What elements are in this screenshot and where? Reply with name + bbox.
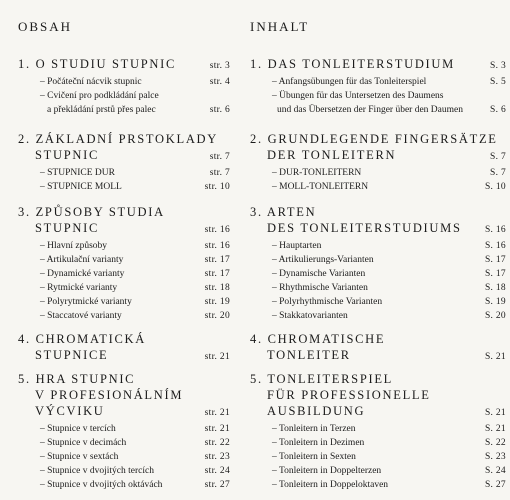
subsection-line: – Artikulační varianty xyxy=(40,254,124,265)
subsection-line: – Übungen für das Untersetzen des Daumens xyxy=(272,90,444,101)
subsection-page-number: str. 23 xyxy=(204,451,230,462)
subsection-line: – Cvičení pro podkládání palce xyxy=(40,90,159,101)
subsection-page-number: str. 20 xyxy=(204,310,230,321)
chapter-title-line: AUSBILDUNG xyxy=(267,404,366,418)
chapter-page-number: str. 3 xyxy=(209,61,230,71)
subsection-page-number: S. 5 xyxy=(490,77,506,87)
subsection-page-number: str. 19 xyxy=(204,296,230,307)
chapter-title-line: 4. CHROMATICKÁ xyxy=(18,332,146,346)
chapter-title-line: VÝCVIKU xyxy=(35,404,105,418)
subsection-page-number: str. 21 xyxy=(204,424,230,434)
subsection-page-number: S. 17 xyxy=(484,254,506,265)
subsection-line: – STUPNICE DUR xyxy=(40,168,115,178)
subsection-page-number: S. 6 xyxy=(490,104,506,115)
chapter-title-line: 3. ZPŮSOBY STUDIA xyxy=(18,205,165,219)
subsection-line: – Počáteční nácvik stupnic xyxy=(40,77,142,87)
subsection-page-number: str. 4 xyxy=(209,77,230,87)
chapter-title-line: STUPNIC xyxy=(35,148,99,162)
subsection-line: – Dynamische Varianten xyxy=(272,268,366,279)
chapter-title-line: 5. TONLEITERSPIEL xyxy=(250,372,394,386)
subsection-page-number: str. 27 xyxy=(204,479,230,490)
chapter-title-line: 1. O STUDIU STUPNIC xyxy=(18,57,177,71)
chapter-title-line: STUPNICE xyxy=(35,348,109,362)
subsection-page-number: S. 27 xyxy=(484,479,506,490)
chapter-title-line: DER TONLEITERN xyxy=(267,148,397,162)
subsection-page-number: str. 17 xyxy=(204,254,230,265)
subsection-page-number: str. 18 xyxy=(204,282,230,293)
subsection-line: – Rhythmische Varianten xyxy=(272,282,368,293)
subsection-line: – Stakkatovarianten xyxy=(272,310,348,321)
chapter-title-line: V PROFESIONÁLNÍM xyxy=(35,388,184,402)
subsection-line: – Tonleitern in Doppelterzen xyxy=(272,465,382,476)
subsection-line: – Stupnice v sextách xyxy=(40,451,119,462)
subsection-line: – Stupnice v dvojitých oktávách xyxy=(40,479,163,490)
subsection-line: a překládání prstů přes palec xyxy=(47,104,156,115)
chapter-page-number: S. 21 xyxy=(484,408,506,418)
subsection-line: – Polyrytmické varianty xyxy=(40,296,132,307)
subsection-page-number: S. 19 xyxy=(484,296,506,307)
subsection-line: – Hauptarten xyxy=(272,241,322,251)
subsection-page-number: str. 6 xyxy=(209,104,230,115)
subsection-page-number: S. 21 xyxy=(484,424,506,434)
chapter-title-line: 4. CHROMATISCHE xyxy=(250,332,386,346)
subsection-page-number: S. 16 xyxy=(484,241,506,251)
chapter-page-number: str. 21 xyxy=(204,352,230,362)
chapter-title-line: 1. DAS TONLEITERSTUDIUM xyxy=(250,57,455,71)
subsection-page-number: str. 10 xyxy=(204,181,230,192)
subsection-page-number: str. 17 xyxy=(204,268,230,279)
subsection-page-number: S. 20 xyxy=(484,310,506,321)
subsection-line: – Stupnice v decimách xyxy=(40,437,127,448)
subsection-page-number: S. 22 xyxy=(484,437,506,448)
toc-heading: OBSAH xyxy=(18,19,73,34)
chapter-page-number: str. 7 xyxy=(209,152,230,162)
chapter-title-line: DES TONLEITERSTUDIUMS xyxy=(267,221,462,235)
subsection-line: – Artikulierungs-Varianten xyxy=(272,254,374,265)
chapter-title-line: STUPNIC xyxy=(35,221,99,235)
chapter-title-line: FÜR PROFESSIONELLE xyxy=(267,388,431,402)
subsection-page-number: str. 22 xyxy=(204,437,230,448)
chapter-page-number: S. 7 xyxy=(490,152,506,162)
subsection-line: – DUR-TONLEITERN xyxy=(272,168,362,178)
chapter-page-number: S. 21 xyxy=(484,352,506,362)
subsection-line: – Staccatové varianty xyxy=(40,310,122,321)
subsection-page-number: S. 23 xyxy=(484,451,506,462)
subsection-line: – Tonleitern in Terzen xyxy=(272,424,356,434)
subsection-line: – Hlavní způsoby xyxy=(40,241,108,251)
toc-heading: INHALT xyxy=(250,19,310,34)
subsection-line: – MOLL-TONLEITERN xyxy=(272,181,369,192)
subsection-line: – Dynamické varianty xyxy=(40,268,125,279)
chapter-title-line: TONLEITER xyxy=(267,348,351,362)
subsection-page-number: S. 17 xyxy=(484,268,506,279)
subsection-line: und das Übersetzen der Finger über den Daumen xyxy=(277,104,463,115)
subsection-line: – Rytmické varianty xyxy=(40,282,118,293)
subsection-line: – Polyrhythmische Varianten xyxy=(272,296,383,307)
chapter-title-line: 5. HRA STUPNIC xyxy=(18,372,136,386)
chapter-page-number: str. 16 xyxy=(204,225,230,235)
subsection-line: – Stupnice v dvojitých tercích xyxy=(40,465,154,476)
chapter-title-line: 3. ARTEN xyxy=(250,205,317,219)
subsection-line: – Anfangsübungen für das Tonleiterspiel xyxy=(272,77,427,87)
subsection-line: – Tonleitern in Dezimen xyxy=(272,437,365,448)
subsection-page-number: S. 24 xyxy=(484,465,506,476)
subsection-page-number: str. 7 xyxy=(209,168,230,178)
subsection-line: – Tonleitern in Sexten xyxy=(272,451,356,462)
subsection-page-number: str. 16 xyxy=(204,241,230,251)
subsection-page-number: S. 10 xyxy=(484,181,506,192)
subsection-line: – Tonleitern in Doppeloktaven xyxy=(272,479,389,490)
subsection-page-number: S. 18 xyxy=(484,282,506,293)
chapter-title-line: 2. GRUNDLEGENDE FINGERSÄTZE xyxy=(250,132,498,146)
chapter-page-number: S. 16 xyxy=(484,225,506,235)
subsection-page-number: str. 24 xyxy=(204,465,230,476)
subsection-line: – Stupnice v tercích xyxy=(40,424,116,434)
subsection-line: – STUPNICE MOLL xyxy=(40,181,122,192)
chapter-page-number: S. 3 xyxy=(490,61,506,71)
chapter-title-line: 2. ZÁKLADNÍ PRSTOKLADY xyxy=(18,132,219,146)
chapter-page-number: str. 21 xyxy=(204,408,230,418)
subsection-page-number: S. 7 xyxy=(490,168,506,178)
